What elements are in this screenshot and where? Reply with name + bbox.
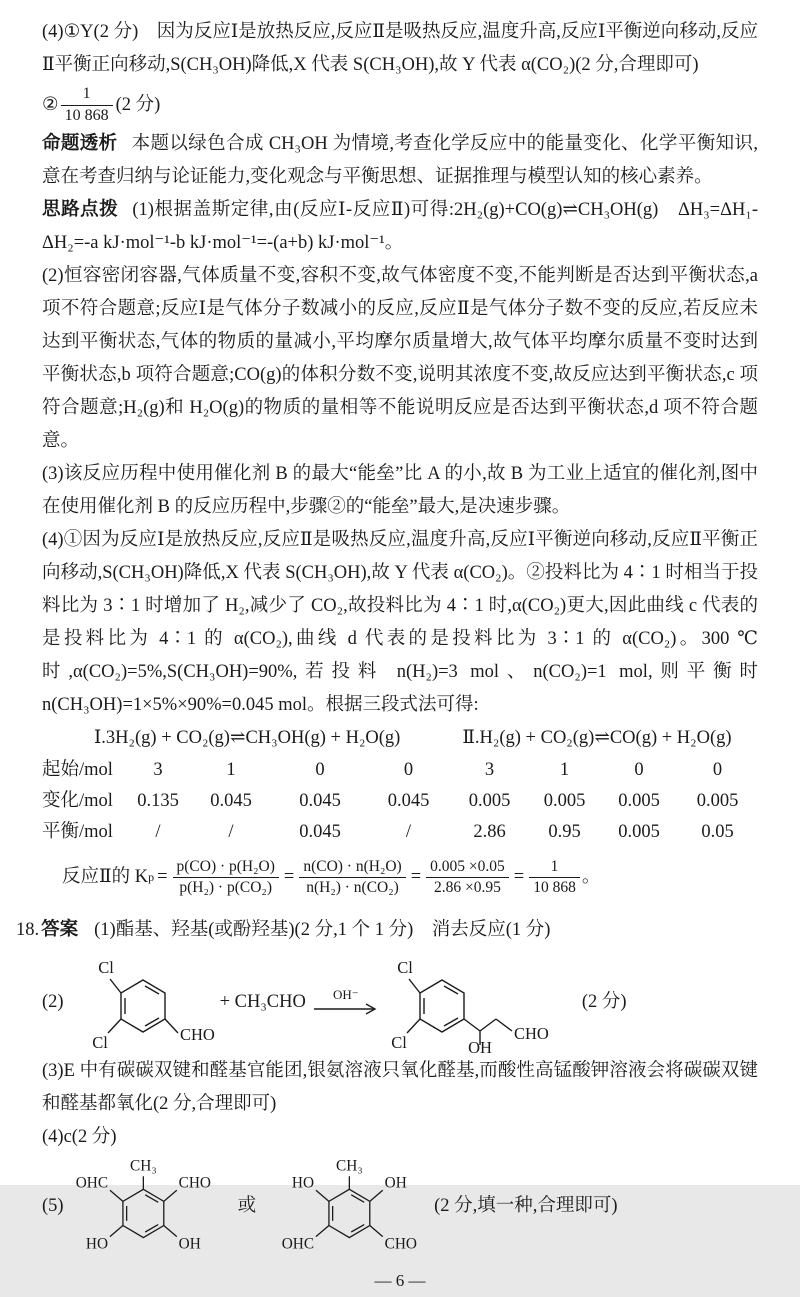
ice-cell: 0.005 [696, 791, 739, 811]
reaction-equations-row [94, 722, 758, 755]
oh-substituent-label: OH [384, 1174, 407, 1192]
ice-row-label: 变化/mol [42, 791, 113, 811]
kp-fraction-numbers [426, 858, 509, 897]
silu-heading: 思路点拨 [42, 200, 119, 220]
fraction-numerator: n(CO) · n(H₂O) [299, 858, 405, 878]
cl-substituent-label: Cl [397, 958, 413, 977]
ice-cell: 0 [634, 760, 644, 780]
ho-substituent-label: HO [85, 1235, 108, 1253]
or-text: 或 [237, 1195, 257, 1216]
fraction-numerator: 1 [529, 858, 580, 878]
score-note: (2 分,填一种,合理即可) [434, 1195, 618, 1216]
fraction-denominator: n(H₂) · n(CO₂) [306, 878, 399, 896]
ho-substituent-label: HO [292, 1174, 315, 1192]
cl-substituent-label: Cl [97, 958, 114, 977]
ice-cell: / [405, 822, 412, 842]
answer-heading: 答案 [41, 920, 79, 940]
kp-subscript: p [148, 869, 155, 884]
isomer-structure-1 [68, 1154, 228, 1258]
cho-substituent-label: CHO [179, 1025, 215, 1044]
mingti-text: 本题以绿色合成 CH₃OH 为情境,考查化学反应中的能量变化、化学平衡知识,意在考查归纳与论证能力,变化观念与平衡思想、证据推理与模型认知的核心素养。 [42, 134, 758, 187]
ice-cell: 0.045 [299, 822, 341, 842]
fraction [61, 85, 113, 125]
fraction-numerator: 0.005 ×0.05 [426, 858, 509, 878]
question-18-answer-line [16, 914, 758, 947]
equals-sign: = [283, 866, 295, 887]
fraction-denominator: 2.86 ×0.95 [434, 878, 501, 896]
ice-row-label: 起始/mol [42, 760, 113, 780]
answer-4-1-text: (4)①Y(2 分) 因为反应Ⅰ是放热反应,反应Ⅱ是吸热反应,温度升高,反应Ⅰ平衡逆向移动,反应Ⅱ平衡正向移动,S(CH₃OH)降低,X 代表 S(CH₃OH),故 Y 代表 α(CO₂)(2 分,合理即可) [42, 22, 758, 75]
score-note: (2 分) [581, 991, 627, 1012]
oh-substituent-label: OH [467, 1038, 492, 1057]
ice-cell: 0.045 [387, 791, 430, 811]
scheme-label: (5) [42, 1195, 64, 1216]
mingti-heading: 命题透析 [42, 134, 118, 154]
reaction-arrow [312, 988, 380, 1016]
fraction-denominator: 10 868 [64, 106, 109, 124]
ice-cell: 3 [484, 760, 495, 780]
ice-cell: 0 [315, 760, 325, 780]
ch3-substituent-label: CH₃ [129, 1157, 157, 1175]
oh-substituent-label: OH [178, 1235, 201, 1253]
kp-prefix: 反应Ⅱ的 K [62, 866, 149, 887]
ice-cell: 0.045 [210, 791, 252, 811]
reaction-scheme-q18-5 [42, 1154, 758, 1258]
ch3-substituent-label: CH₃ [336, 1157, 363, 1175]
ice-cell: 0 [712, 760, 723, 780]
answer-18-3-text: (3)E 中有碳碳双键和醛基官能团,银氨溶液只氧化醛基,而酸性高锰酸钾溶液会将碳碳双键和醛基都氧化(2 分,合理即可) [42, 1061, 758, 1114]
circled-2-label: ② [42, 94, 59, 115]
kp-fraction-pressure [173, 858, 279, 897]
page-footer [42, 1264, 758, 1297]
question-number: 18. [16, 920, 40, 940]
fraction-numerator: p(CO) · p(H₂O) [173, 858, 279, 878]
reaction-scheme-q18-2 [42, 949, 758, 1055]
ice-table [42, 755, 758, 848]
ice-cell: 3 [153, 760, 163, 780]
ice-cell: 0 [403, 760, 414, 780]
ice-cell: / [228, 822, 234, 842]
product-structure [384, 949, 582, 1055]
ice-cell: 1 [559, 760, 570, 780]
ice-row-label: 平衡/mol [42, 822, 113, 842]
arrow-condition-label: OH⁻ [333, 987, 359, 1002]
dichlorobenzaldehyde-structure [68, 949, 218, 1055]
ice-cell: 2.86 [473, 822, 506, 842]
ice-cell: 0.05 [701, 822, 734, 842]
explanation-2-text: (2)恒容密闭容器,气体质量不变,容积不变,故气体密度不变,不能判断是否达到平衡状态,a 项不符合题意;反应Ⅰ是气体分子数减小的反应,反应Ⅱ是气体分子数不变的反应,若反应未达到平衡状态,气体的物质的量减小,平均摩尔质量增大,故气体平均摩尔质量不变时达到平衡状态,b 项符合题意;CO(g)的体积分数不变,说明其浓度不变,故反应达到平衡状态,c 项符合题意;H₂(g)和 H₂O(g)的物质的量相等不能说明反应是否达到平衡状态,d 项不符合题意。 [42, 266, 758, 451]
cl-substituent-label: Cl [391, 1033, 407, 1052]
kp-equation-line [62, 848, 758, 906]
fraction-numerator: 1 [61, 85, 113, 105]
ohc-substituent-label: OHC [75, 1174, 108, 1192]
ohc-substituent-label: OHC [281, 1235, 315, 1253]
arrow-icon [312, 1002, 380, 1016]
cho-substituent-label: CHO [513, 1024, 549, 1043]
plus-reagent-text: + CH₃CHO [219, 991, 306, 1012]
scheme-label: (2) [42, 991, 64, 1012]
fraction-denominator: p(H₂) · p(CO₂) [179, 878, 272, 896]
ice-cell: 1 [226, 760, 236, 780]
score-note: (2 分) [115, 94, 161, 115]
question-18-answer-text: (1)酯基、羟基(或酚羟基)(2 分,1 个 1 分) 消去反应(1 分) [94, 920, 551, 940]
equals-sign: = [513, 866, 525, 887]
equation-1: Ⅰ.3H₂(g) + CO₂(g)⇌CH₃OH(g) + H₂O(g) [94, 728, 401, 748]
ice-cell: 0.045 [299, 791, 341, 811]
kp-fraction-moles [299, 858, 405, 897]
ice-cell: 0.005 [618, 791, 660, 811]
ice-cell: / [155, 822, 161, 842]
cho-substituent-label: CHO [178, 1174, 211, 1192]
cl-substituent-label: Cl [91, 1033, 108, 1052]
explanation-3-text: (3)该反应历程中使用催化剂 B 的最大“能垒”比 A 的小,故 B 为工业上适宜的催化剂,图中在使用催化剂 B 的反应历程中,步骤②的“能垒”最大,是决速步骤。 [42, 464, 758, 517]
fraction-denominator: 10 868 [533, 878, 576, 896]
kp-period: 。 [581, 866, 601, 887]
ice-cell: 0.005 [618, 822, 660, 842]
equals-sign: = [410, 866, 422, 887]
ice-cell: 0.95 [548, 822, 581, 842]
answer-18-4-text: (4)c(2 分) [42, 1127, 117, 1147]
equation-2: Ⅱ.H₂(g) + CO₂(g)⇌CO(g) + H₂O(g) [462, 728, 732, 748]
mingti-paragraph [42, 128, 758, 194]
ice-cell: 0.005 [543, 791, 586, 811]
answer-4-2-fraction-line [42, 82, 758, 128]
silu-paragraph [42, 194, 758, 260]
equals-sign: = [157, 866, 168, 887]
explanation-4-text: (4)①因为反应Ⅰ是放热反应,反应Ⅱ是吸热反应,温度升高,反应Ⅰ平衡逆向移动,反应Ⅱ平衡正向移动,S(CH₃OH)降低,X 代表 S(CH₃OH),故 Y 代表 α(CO₂)。②投料比为 4∶1 时相当于投料比为 3∶1 时增加了 H₂,减少了 CO₂,故投料比为 4∶1 时,α(CO₂)更大,因此曲线 c 代表的是投料比为 4∶1 的 α(CO₂),曲线 d 代表的是投料比为 3∶1 的 α(CO₂)。300 ℃时,α(CO₂)=5%,S(CH₃OH)=90%,若投料 n(H₂)=3 mol、n(CO₂)=1 mol,则平衡时 n(CH₃OH)=1×5%×90%=0.045 mol。根据三段式法可得: [42, 530, 758, 715]
silu-text: (1)根据盖斯定律,由(反应Ⅰ-反应Ⅱ)可得:2H₂(g)+CO(g)⇌CH₃OH(g) ΔH₃=ΔH₁-ΔH₂=-a kJ·mol⁻¹-b kJ·mol⁻¹=-(a+b) kJ·mol⁻¹。 [42, 200, 758, 253]
ice-cell: 0.005 [468, 791, 511, 811]
isomer-structure-2 [274, 1154, 434, 1258]
cho-substituent-label: CHO [384, 1235, 418, 1253]
kp-fraction-result [529, 858, 580, 897]
page-number: — 6 — [374, 1271, 426, 1290]
ice-cell: 0.135 [137, 791, 179, 811]
